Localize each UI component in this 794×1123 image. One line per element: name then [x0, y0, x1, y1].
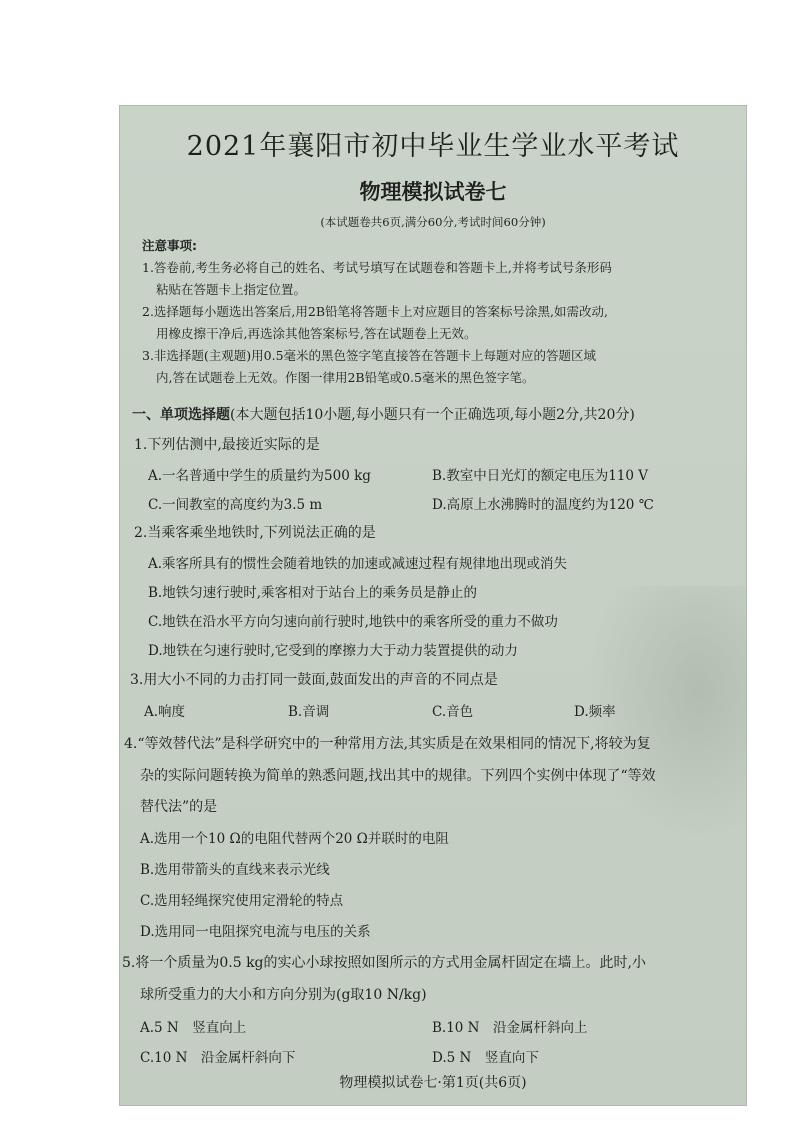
answer-option: C.选用轻绳探究使用定滑轮的特点 [140, 893, 344, 909]
answer-option: A.选用一个10 Ω的电阻代替两个20 Ω并联时的电阻 [140, 831, 449, 847]
answer-option: B.选用带箭头的直线来表示光线 [140, 862, 330, 878]
question-stem: 4.“等效替代法”是科学研究中的一种常用方法,其实质是在效果相同的情况下,将较为复 [124, 736, 651, 752]
answer-option: A.5 N 竖直向上 [140, 1020, 247, 1036]
question-stem: 5.将一个质量为0.5 kg的实心小球按照如图所示的方式用金属杆固定在墙上。此时,小 [122, 955, 646, 971]
question-stem: 杂的实际问题转换为简单的熟悉问题,找出其中的规律。下列四个实例中体现了“等效 [140, 768, 656, 784]
notice-line: 粘贴在答题卡上指定位置。 [156, 282, 307, 297]
answer-option: D.选用同一电阻探究电流与电压的关系 [140, 924, 371, 940]
section-description: (本大题包括10小题,每小题只有一个正确选项,每小题2分,共20分) [230, 407, 635, 423]
notice-line: 2.选择题每小题选出答案后,用2B铅笔将答题卡上对应题目的答案标号涂黑,如需改动, [142, 304, 608, 319]
question-stem: 1.下列估测中,最接近实际的是 [134, 437, 320, 453]
section-heading [132, 404, 635, 424]
notice-heading: 注意事项: [142, 238, 197, 253]
paper-subtitle: 物理模拟试卷七 [359, 180, 507, 204]
answer-option: D.5 N 竖直向下 [432, 1050, 539, 1066]
section-title: 一、单项选择题 [132, 407, 230, 423]
answer-option: B.10 N 沿金属杆斜向上 [432, 1020, 588, 1036]
notice-line: 3.非选择题(主观题)用0.5毫米的黑色签字笔直接答在答题卡上每题对应的答题区域 [142, 348, 597, 363]
answer-option: D.高原上水沸腾时的温度约为120 ℃ [432, 497, 654, 513]
page-footer: 物理模拟试卷七·第1页(共6页) [339, 1075, 527, 1091]
answer-option: B.音调 [288, 704, 330, 720]
answer-option: A.响度 [144, 704, 186, 720]
answer-option: C.一间教室的高度约为3.5 m [148, 497, 323, 513]
answer-option: A.乘客所具有的惯性会随着地铁的加速或减速过程有规律地出现或消失 [148, 556, 568, 572]
question-stem: 球所受重力的大小和方向分别为(g取10 N/kg) [140, 987, 427, 1003]
question-stem: 2.当乘客乘坐地铁时,下列说法正确的是 [134, 525, 376, 541]
answer-option: C.音色 [432, 704, 474, 720]
answer-option: B.地铁匀速行驶时,乘客相对于站台上的乘务员是静止的 [148, 585, 478, 601]
notice-line: 内,答在试题卷上无效。作图一律用2B铅笔或0.5毫米的黑色签字笔。 [156, 370, 535, 385]
exam-paper [120, 106, 746, 1105]
exam-title: 2021年襄阳市初中毕业生学业水平考试 [186, 131, 680, 162]
notice-line: 1.答卷前,考生务必将自己的姓名、考试号填写在试题卷和答题卡上,并将考试号条形码 [142, 260, 612, 275]
question-stem: 替代法”的是 [140, 799, 218, 815]
answer-option: B.教室中日光灯的额定电压为110 V [432, 468, 649, 484]
answer-option: C.地铁在沿水平方向匀速向前行驶时,地铁中的乘客所受的重力不做功 [148, 614, 558, 630]
notice-line: 用橡皮擦干净后,再选涂其他答案标号,答在试题卷上无效。 [156, 326, 477, 341]
answer-option: D.频率 [574, 704, 616, 720]
answer-option: C.10 N 沿金属杆斜向下 [140, 1050, 296, 1066]
answer-option: A.一名普通中学生的质量约为500 kg [148, 468, 371, 484]
answer-option: D.地铁在匀速行驶时,它受到的摩擦力大于动力装置提供的动力 [148, 643, 518, 659]
question-stem: 3.用大小不同的力击打同一鼓面,鼓面发出的声音的不同点是 [130, 672, 498, 688]
exam-meta: (本试题卷共6页,满分60分,考试时间60分钟) [320, 215, 546, 229]
